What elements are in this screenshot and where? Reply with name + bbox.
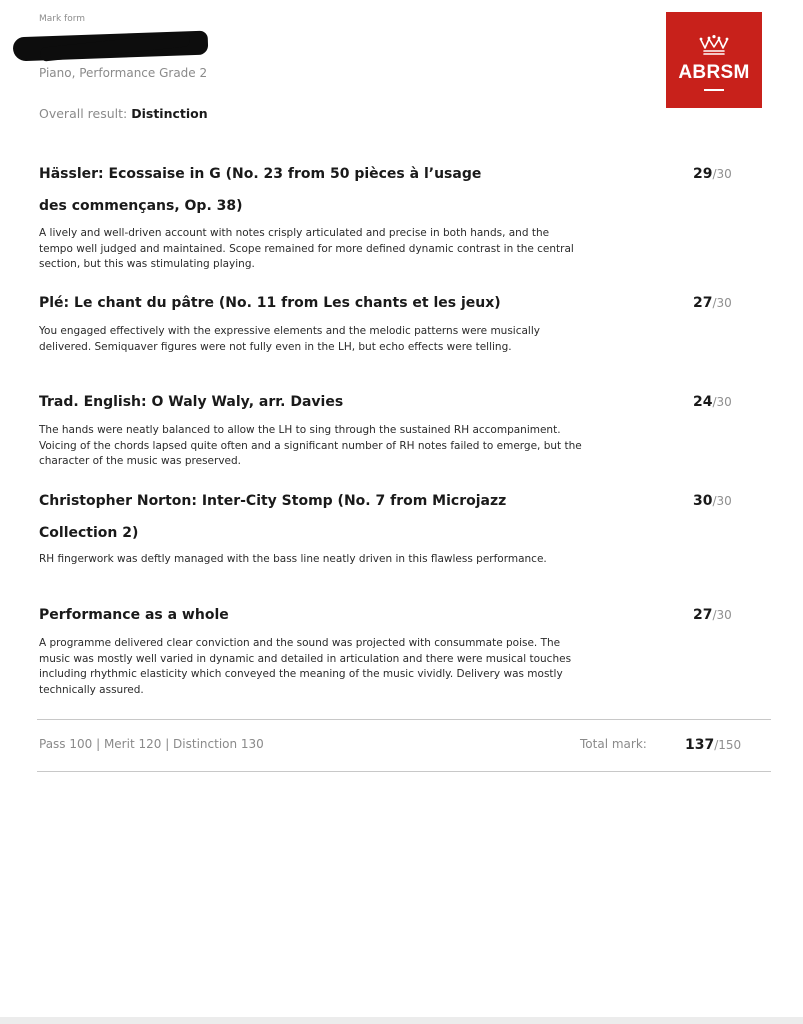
score-value: 27: [693, 607, 713, 623]
total-mark-label: Total mark:: [580, 737, 647, 751]
abrsm-logo: [666, 12, 762, 108]
section-comment: The hands were neatly balanced to allow the LH to sing through the sustained RH accompaniment. Voicing of the chords lapsed quite often and a significant number of RH notes failed to emerge, but the character of the music was preserved.: [39, 424, 582, 467]
section-score: [693, 386, 732, 418]
section-title: Plé: Le chant du pâtre (No. 11 from Les chants et les jeux): [39, 295, 501, 311]
score-out-of: /30: [712, 296, 732, 310]
logo-rule: [704, 89, 724, 91]
score-value: 30: [693, 493, 713, 509]
section-title: Trad. English: O Waly Waly, arr. Davies: [39, 394, 344, 410]
section-score: [693, 599, 732, 631]
section-score: [693, 158, 732, 190]
logo-text: ABRSM: [678, 62, 750, 83]
section-title: Hässler: Ecossaise in G (No. 23 from 50 pièces à l’usage des commençans, Op. 38): [39, 166, 482, 214]
section-score: [693, 287, 732, 319]
total-out-of: /150: [714, 738, 742, 752]
section-comment: A programme delivered clear conviction and the sound was projected with consummate poise. The music was mostly well varied in dynamic and detailed in articulation and there were musical touches including rhythmic elasticity which conveyed the meaning of the music vividly. Delivery was mostly technically assured.: [39, 637, 572, 696]
score-out-of: /30: [712, 395, 732, 409]
footer-bottom-divider: [37, 771, 771, 772]
grade-thresholds: Pass 100 | Merit 120 | Distinction 130: [39, 737, 264, 751]
page-bottom-edge: [0, 1017, 803, 1024]
score-out-of: /30: [712, 494, 732, 508]
total-mark: [685, 737, 741, 753]
score-value: 24: [693, 394, 713, 410]
exam-subtitle: Piano, Performance Grade 2: [39, 66, 208, 80]
score-out-of: /30: [712, 167, 732, 181]
mark-form-label: Mark form: [39, 14, 86, 24]
total-score-value: 137: [685, 737, 715, 753]
overall-result: [39, 106, 208, 121]
overall-result-value: Distinction: [131, 106, 208, 121]
footer-top-divider: [37, 719, 771, 720]
score-value: 29: [693, 166, 713, 182]
section-title: Christopher Norton: Inter-City Stomp (No. 7 from Microjazz Collection 2): [39, 493, 507, 541]
section-comment: A lively and well-driven account with notes crisply articulated and precise in both hands, and the tempo well judged and maintained. Scope remained for more defined dynamic contrast in the central section, but this was stimulating playing.: [39, 227, 574, 270]
section-comment: You engaged effectively with the expressive elements and the melodic patterns were musically delivered. Semiquaver figures were not fully even in the LH, but echo effects were telling.: [39, 325, 540, 353]
section-score: [693, 485, 732, 517]
score-value: 27: [693, 295, 713, 311]
section-comment: RH fingerwork was deftly managed with the bass line neatly driven in this flawless performance.: [39, 553, 547, 565]
crown-icon: [698, 34, 730, 56]
overall-result-label: Overall result:: [39, 106, 128, 121]
score-out-of: /30: [712, 608, 732, 622]
section-title: Performance as a whole: [39, 607, 229, 623]
